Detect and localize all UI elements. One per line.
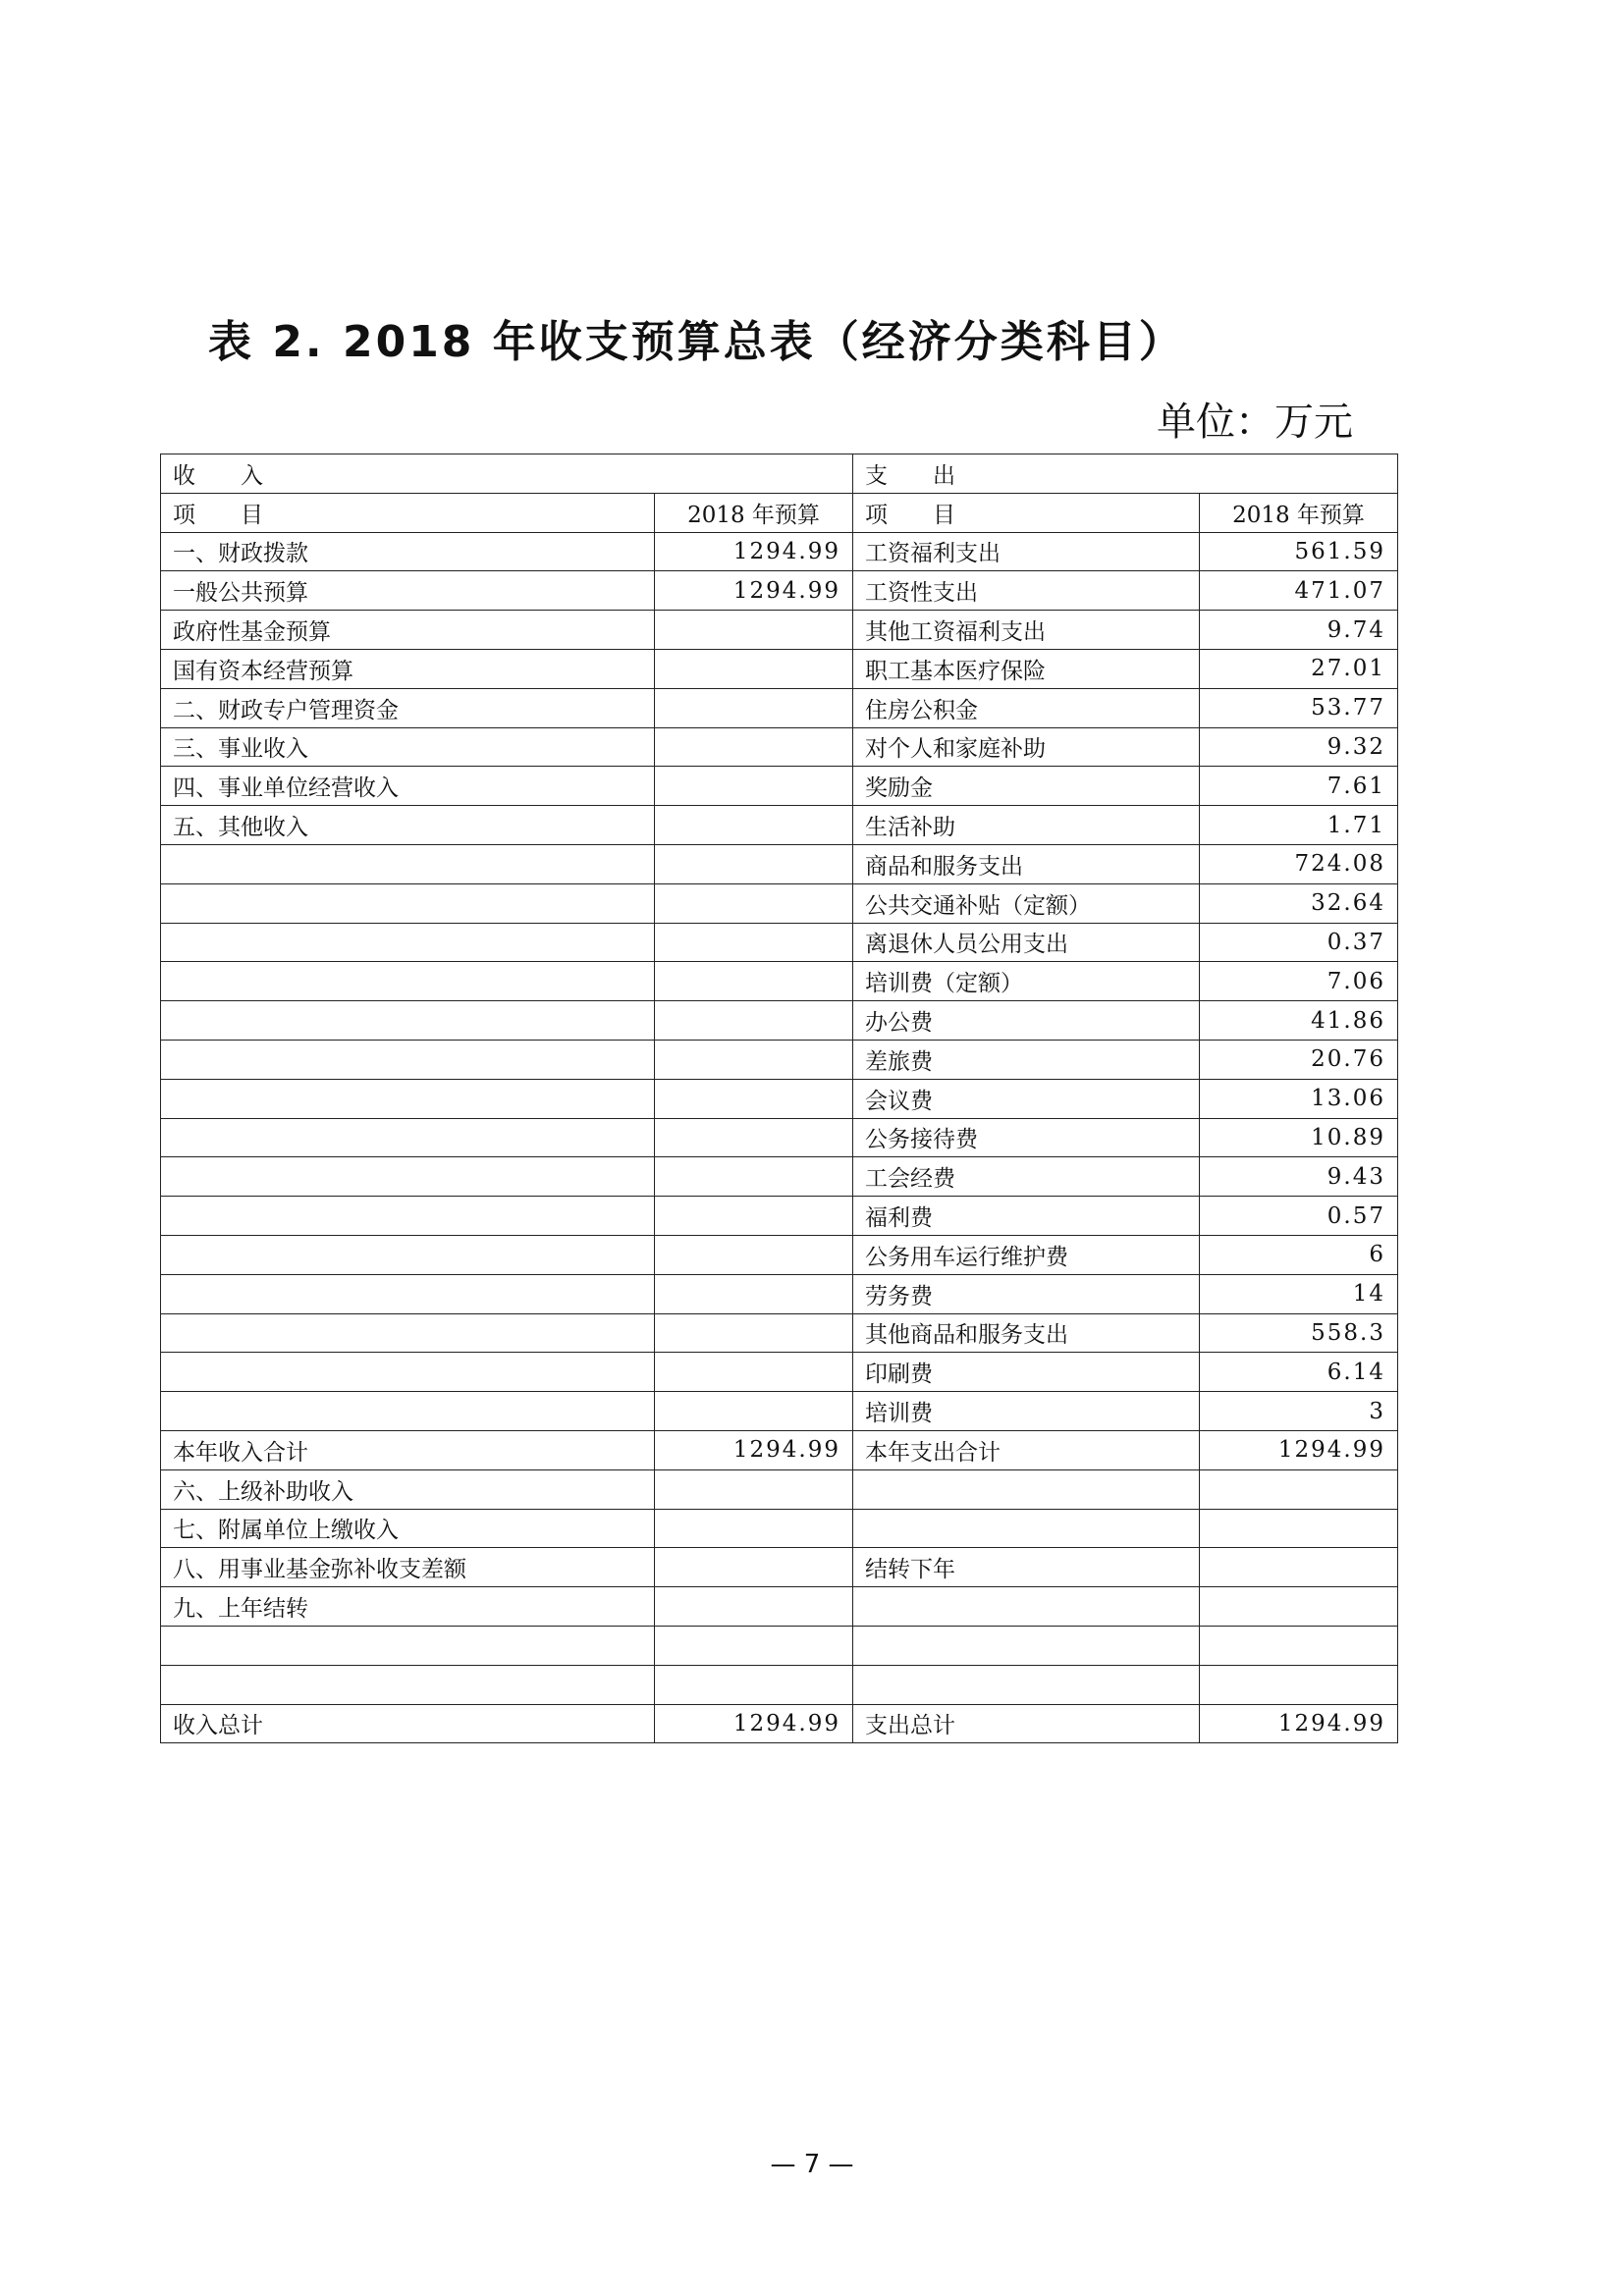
income-value-cell bbox=[655, 1392, 853, 1431]
expense-item-cell: 培训费 bbox=[853, 1392, 1200, 1431]
table-row bbox=[161, 1040, 1398, 1079]
income-value-cell bbox=[655, 611, 853, 650]
expense-item-cell: 公共交通补贴（定额） bbox=[853, 883, 1200, 923]
expense-item-header: 项 目 bbox=[853, 493, 1200, 532]
table-row bbox=[161, 1430, 1398, 1469]
table-row bbox=[161, 1704, 1398, 1743]
income-value-cell bbox=[655, 688, 853, 727]
income-item-header: 项 目 bbox=[161, 493, 655, 532]
table-row bbox=[161, 1079, 1398, 1118]
expense-item-cell: 印刷费 bbox=[853, 1353, 1200, 1392]
expense-item-cell: 公务接待费 bbox=[853, 1118, 1200, 1157]
income-value-cell bbox=[655, 1157, 853, 1197]
table-row bbox=[161, 883, 1398, 923]
income-value-cell bbox=[655, 806, 853, 845]
expense-value-cell bbox=[1200, 1509, 1398, 1548]
income-value-cell bbox=[655, 962, 853, 1001]
income-value-cell: 1294.99 bbox=[655, 532, 853, 571]
expense-item-cell bbox=[853, 1626, 1200, 1665]
expense-item-cell: 结转下年 bbox=[853, 1548, 1200, 1587]
expense-item-cell: 离退休人员公用支出 bbox=[853, 923, 1200, 962]
income-item-cell bbox=[161, 1392, 655, 1431]
income-value-cell bbox=[655, 1118, 853, 1157]
income-item-cell: 一般公共预算 bbox=[161, 571, 655, 611]
expense-value-cell: 1294.99 bbox=[1200, 1704, 1398, 1743]
table-row bbox=[161, 1157, 1398, 1197]
expense-item-cell: 对个人和家庭补助 bbox=[853, 727, 1200, 767]
expense-value-cell: 9.32 bbox=[1200, 727, 1398, 767]
income-value-cell bbox=[655, 1587, 853, 1627]
income-item-cell: 二、财政专户管理资金 bbox=[161, 688, 655, 727]
expense-value-cell bbox=[1200, 1587, 1398, 1627]
income-item-cell bbox=[161, 1118, 655, 1157]
expense-value-cell: 724.08 bbox=[1200, 844, 1398, 883]
table-row bbox=[161, 1353, 1398, 1392]
income-item-cell bbox=[161, 1001, 655, 1041]
table-row bbox=[161, 571, 1398, 611]
table-row bbox=[161, 1509, 1398, 1548]
expense-value-cell: 27.01 bbox=[1200, 649, 1398, 688]
income-value-cell bbox=[655, 923, 853, 962]
expense-value-cell: 20.76 bbox=[1200, 1040, 1398, 1079]
page-number: — 7 — bbox=[770, 2150, 854, 2179]
income-value-cell bbox=[655, 767, 853, 806]
income-item-cell bbox=[161, 962, 655, 1001]
table-row bbox=[161, 806, 1398, 845]
income-item-cell: 八、用事业基金弥补收支差额 bbox=[161, 1548, 655, 1587]
expense-value-cell: 10.89 bbox=[1200, 1118, 1398, 1157]
expense-value-cell: 32.64 bbox=[1200, 883, 1398, 923]
income-item-cell bbox=[161, 1665, 655, 1704]
page-title: 表 2. 2018 年收支预算总表（经济分类科目） bbox=[208, 317, 1185, 367]
income-item-cell: 本年收入合计 bbox=[161, 1430, 655, 1469]
expense-value-cell bbox=[1200, 1548, 1398, 1587]
table-row bbox=[161, 962, 1398, 1001]
expense-value-cell: 558.3 bbox=[1200, 1313, 1398, 1353]
income-item-cell bbox=[161, 1313, 655, 1353]
income-value-cell: 1294.99 bbox=[655, 1704, 853, 1743]
table-row bbox=[161, 844, 1398, 883]
table-row bbox=[161, 1548, 1398, 1587]
budget-table bbox=[160, 454, 1398, 1743]
expense-value-cell: 7.06 bbox=[1200, 962, 1398, 1001]
table-row bbox=[161, 1626, 1398, 1665]
expense-value-cell bbox=[1200, 1469, 1398, 1509]
table-subheader-row bbox=[161, 493, 1398, 532]
expense-item-cell: 工会经费 bbox=[853, 1157, 1200, 1197]
income-item-cell bbox=[161, 1157, 655, 1197]
income-item-cell: 五、其他收入 bbox=[161, 806, 655, 845]
income-value-cell bbox=[655, 1313, 853, 1353]
expense-item-cell: 工资性支出 bbox=[853, 571, 1200, 611]
expense-item-cell: 其他工资福利支出 bbox=[853, 611, 1200, 650]
expense-item-cell: 办公费 bbox=[853, 1001, 1200, 1041]
expense-value-cell: 471.07 bbox=[1200, 571, 1398, 611]
income-item-cell bbox=[161, 1274, 655, 1313]
income-item-cell: 六、上级补助收入 bbox=[161, 1469, 655, 1509]
expense-value-cell: 13.06 bbox=[1200, 1079, 1398, 1118]
expense-value-cell bbox=[1200, 1626, 1398, 1665]
expense-item-cell: 商品和服务支出 bbox=[853, 844, 1200, 883]
expense-value-cell: 1.71 bbox=[1200, 806, 1398, 845]
expense-value-cell: 561.59 bbox=[1200, 532, 1398, 571]
income-item-cell: 政府性基金预算 bbox=[161, 611, 655, 650]
table-row bbox=[161, 1118, 1398, 1157]
income-item-cell bbox=[161, 923, 655, 962]
expense-item-cell: 会议费 bbox=[853, 1079, 1200, 1118]
expense-value-cell: 7.61 bbox=[1200, 767, 1398, 806]
income-item-cell bbox=[161, 1353, 655, 1392]
expense-value-cell: 53.77 bbox=[1200, 688, 1398, 727]
income-value-cell: 1294.99 bbox=[655, 571, 853, 611]
income-item-cell: 九、上年结转 bbox=[161, 1587, 655, 1627]
expense-value-cell: 9.74 bbox=[1200, 611, 1398, 650]
table-row bbox=[161, 649, 1398, 688]
table-row bbox=[161, 1001, 1398, 1041]
income-item-cell bbox=[161, 1626, 655, 1665]
income-value-cell bbox=[655, 1509, 853, 1548]
income-header: 收 入 bbox=[161, 454, 853, 494]
table-row bbox=[161, 1665, 1398, 1704]
income-value-cell bbox=[655, 1353, 853, 1392]
expense-item-cell: 生活补助 bbox=[853, 806, 1200, 845]
expense-item-cell: 福利费 bbox=[853, 1197, 1200, 1236]
income-value-cell bbox=[655, 727, 853, 767]
table-row bbox=[161, 532, 1398, 571]
income-item-cell bbox=[161, 1079, 655, 1118]
income-value-cell bbox=[655, 844, 853, 883]
expense-item-cell bbox=[853, 1469, 1200, 1509]
income-item-cell: 收入总计 bbox=[161, 1704, 655, 1743]
table-row bbox=[161, 1469, 1398, 1509]
expense-item-cell: 差旅费 bbox=[853, 1040, 1200, 1079]
expense-item-cell: 公务用车运行维护费 bbox=[853, 1235, 1200, 1274]
expense-value-cell: 41.86 bbox=[1200, 1001, 1398, 1041]
income-value-cell bbox=[655, 1235, 853, 1274]
income-item-cell: 一、财政拨款 bbox=[161, 532, 655, 571]
table-row bbox=[161, 1392, 1398, 1431]
expense-value-cell: 9.43 bbox=[1200, 1157, 1398, 1197]
expense-budget-header: 2018 年预算 bbox=[1200, 493, 1398, 532]
income-value-cell bbox=[655, 1197, 853, 1236]
expense-value-cell bbox=[1200, 1665, 1398, 1704]
expense-value-cell: 1294.99 bbox=[1200, 1430, 1398, 1469]
income-budget-header: 2018 年预算 bbox=[655, 493, 853, 532]
expense-value-cell: 0.57 bbox=[1200, 1197, 1398, 1236]
expense-header: 支 出 bbox=[853, 454, 1398, 494]
income-value-cell: 1294.99 bbox=[655, 1430, 853, 1469]
income-item-cell: 七、附属单位上缴收入 bbox=[161, 1509, 655, 1548]
expense-item-cell: 支出总计 bbox=[853, 1704, 1200, 1743]
income-value-cell bbox=[655, 1079, 853, 1118]
expense-value-cell: 0.37 bbox=[1200, 923, 1398, 962]
expense-value-cell: 14 bbox=[1200, 1274, 1398, 1313]
table-row bbox=[161, 1274, 1398, 1313]
expense-item-cell: 工资福利支出 bbox=[853, 532, 1200, 571]
table-row bbox=[161, 727, 1398, 767]
table-row bbox=[161, 767, 1398, 806]
income-item-cell bbox=[161, 1040, 655, 1079]
expense-item-cell: 奖励金 bbox=[853, 767, 1200, 806]
expense-item-cell bbox=[853, 1587, 1200, 1627]
income-value-cell bbox=[655, 1665, 853, 1704]
expense-item-cell: 劳务费 bbox=[853, 1274, 1200, 1313]
income-item-cell bbox=[161, 1197, 655, 1236]
table-row bbox=[161, 1197, 1398, 1236]
income-item-cell: 四、事业单位经营收入 bbox=[161, 767, 655, 806]
table-row bbox=[161, 1587, 1398, 1627]
unit-label: 单位：万元 bbox=[1157, 400, 1353, 445]
income-item-cell bbox=[161, 844, 655, 883]
expense-item-cell: 职工基本医疗保险 bbox=[853, 649, 1200, 688]
table-row bbox=[161, 923, 1398, 962]
income-value-cell bbox=[655, 1469, 853, 1509]
expense-item-cell: 其他商品和服务支出 bbox=[853, 1313, 1200, 1353]
income-item-cell: 三、事业收入 bbox=[161, 727, 655, 767]
expense-value-cell: 6.14 bbox=[1200, 1353, 1398, 1392]
income-item-cell bbox=[161, 883, 655, 923]
income-value-cell bbox=[655, 1274, 853, 1313]
income-value-cell bbox=[655, 1040, 853, 1079]
expense-value-cell: 3 bbox=[1200, 1392, 1398, 1431]
table-row bbox=[161, 611, 1398, 650]
expense-item-cell: 培训费（定额） bbox=[853, 962, 1200, 1001]
expense-item-cell: 住房公积金 bbox=[853, 688, 1200, 727]
income-value-cell bbox=[655, 883, 853, 923]
income-value-cell bbox=[655, 1001, 853, 1041]
table-row bbox=[161, 1235, 1398, 1274]
expense-item-cell bbox=[853, 1509, 1200, 1548]
income-item-cell: 国有资本经营预算 bbox=[161, 649, 655, 688]
expense-item-cell: 本年支出合计 bbox=[853, 1430, 1200, 1469]
table-row bbox=[161, 1313, 1398, 1353]
table-row bbox=[161, 688, 1398, 727]
expense-value-cell: 6 bbox=[1200, 1235, 1398, 1274]
income-value-cell bbox=[655, 1626, 853, 1665]
table-header-row bbox=[161, 454, 1398, 494]
expense-item-cell bbox=[853, 1665, 1200, 1704]
income-value-cell bbox=[655, 1548, 853, 1587]
income-value-cell bbox=[655, 649, 853, 688]
income-item-cell bbox=[161, 1235, 655, 1274]
